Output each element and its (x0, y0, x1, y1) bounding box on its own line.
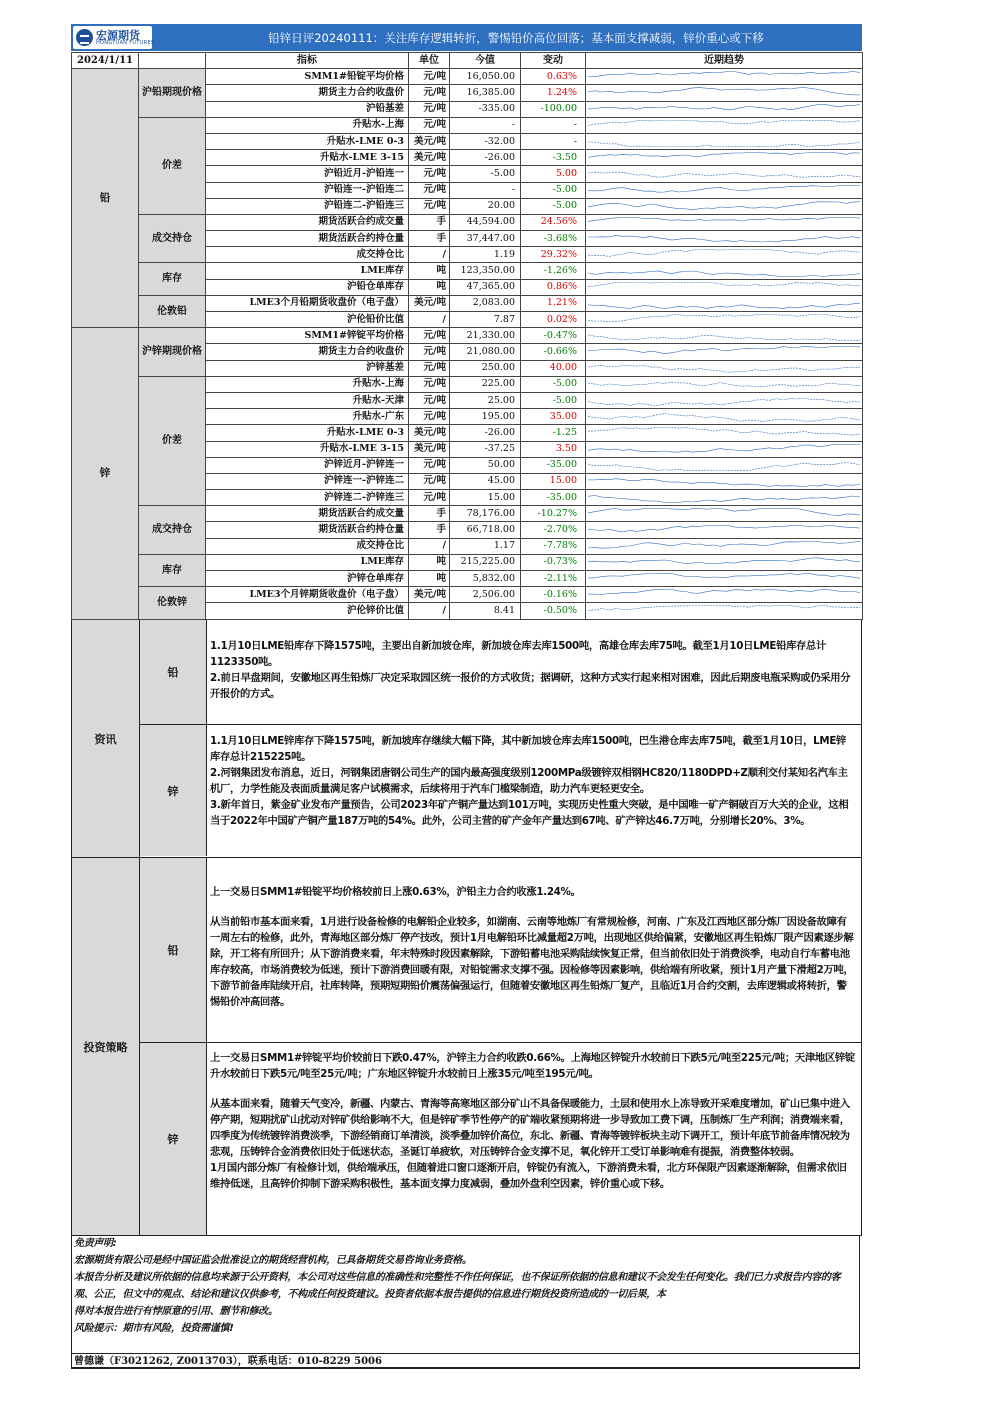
unit-cell: 元/吨 (409, 328, 450, 344)
disclaimer-line: 免责声明: (74, 1238, 117, 1249)
trend-sparkline (588, 70, 860, 83)
trend-cell (586, 214, 863, 230)
unit-cell: / (409, 312, 450, 328)
author-contact: 曾德谦（F3021262, Z0013703），联系电话：010-8229 5006 (71, 1353, 860, 1369)
unit-cell: 美元/吨 (409, 133, 450, 149)
indicator-cell: 升贴水-天津 (206, 392, 409, 408)
indicator-cell: 期货活跃合约成交量 (206, 506, 409, 522)
value-cell: -26.00 (450, 150, 521, 166)
indicator-cell: 沪铅连一-沪铅连二 (206, 182, 409, 198)
trend-cell (586, 603, 863, 619)
unit-cell: 美元/吨 (409, 295, 450, 311)
trend-sparkline (588, 265, 860, 278)
strategy-zinc-label: 锌 (140, 1043, 207, 1235)
indicator-cell: 沪锌仓单库存 (206, 571, 409, 587)
indicator-cell: 期货主力合约收盘价 (206, 85, 409, 101)
change-cell: -35.00 (521, 490, 586, 506)
value-cell: 37,447.00 (450, 231, 521, 247)
indicator-cell: 沪铅仓单库存 (206, 279, 409, 295)
trend-cell (586, 295, 863, 311)
trend-sparkline (588, 394, 860, 407)
indicator-cell: 沪锌基差 (206, 360, 409, 376)
section-label: 成交持仓 (139, 214, 206, 263)
trend-cell (586, 538, 863, 554)
trend-cell (586, 360, 863, 376)
value-cell: -335.00 (450, 101, 521, 117)
change-cell: -0.47% (521, 328, 586, 344)
indicator-cell: 升贴水-LME 0-3 (206, 133, 409, 149)
indicator-cell: 升贴水-广东 (206, 409, 409, 425)
trend-cell (586, 263, 863, 279)
section-label: 价差 (139, 117, 206, 214)
trend-cell (586, 150, 863, 166)
unit-cell: 美元/吨 (409, 587, 450, 603)
value-cell: 1.19 (450, 247, 521, 263)
value-cell: 16,050.00 (450, 69, 521, 85)
news-zinc-item: 3.新年首日，紫金矿业发布产量预告，公司2023年矿产铜产量达到101万吨，实现历史性重大突破，是中国唯一矿产铜破百万大关的企业，这相当于2022年中国矿产铜产量187万吨的54%。此外，公司主营的矿产金年产量达到67吨、矿产锌达46.7万吨，分别增长20%、3%。 (210, 799, 849, 827)
disclaimer-line: 得对本报告进行有悖原意的引用、删节和修改。 (74, 1306, 278, 1317)
trend-cell (586, 473, 863, 489)
strategy-zinc-item: 从基本面来看，随着天气变冷，新疆、内蒙古、青海等高寒地区部分矿山不具备保暖能力，土层和使用水上冻导致开采难度增加，矿山已集中进入停产期，短期扰矿山扰动对锌矿供给影响不大，但是锌矿季节性停产的矿端收紧预期将进一步导致加工费下调，压制炼厂生产利润；消费端来看，四季度为传统镀锌消费淡季，下游经销商订单清淡，淡季叠加锌价高位，东北、新疆、青海等镀锌板块主动下调开工，预计年底节前备库情况较为悲观，压铸锌合金消费依旧处于低迷状态，圣诞订单疲软，对压铸锌合金支撑不足，氧化锌开工受订单影响难有提振，消费整体较弱。 (210, 1098, 850, 1158)
trend-sparkline (588, 248, 860, 261)
disclaimer-line: 本报告分析及建议所依据的信息均来源于公开资料，本公司对这些信息的准确性和完整性不作任何保证，也不保证所依据的信息和建议不会发生任何变化。我们已力求报告内容的客观、公正，但文中的观点、结论和建议仅供参考，不构成任何投资建议。投资者依据本报告提供的信息进行期货投资所造成的一切后果，本 (74, 1272, 841, 1300)
indicator-cell: 沪铅连二-沪铅连三 (206, 198, 409, 214)
strategy-zinc-item: 1月国内部分炼厂有检修计划，供给端承压，但随着进口窗口逐渐开启，锌锭仍有流入，下游消费未看，北方环保限产因素逐渐解除，但需求依旧维持低迷，且高锌价抑制下游采购积极性，基本面支撑力度减弱，叠加外盘利空因素，锌价重心或下移。 (210, 1162, 847, 1190)
change-cell: -10.27% (521, 506, 586, 522)
trend-sparkline (588, 103, 860, 116)
indicator-header: 指标 (206, 53, 409, 69)
unit-cell: / (409, 603, 450, 619)
strategy-lead-item: 从当前铅市基本面来看，1月进行设备检修的电解铅企业较多，如湖南、云南等地炼厂有常规检修，河南、广东及江西地区部分炼厂因设备故障有一周左右的检修，此外，青海地区部分炼厂停产技改，预计1月电解铅环比减量超2万吨，出现地区供给偏紧，安徽地区再生铅炼厂限产因素逐步解除，开工将有所回升；从下游消费来看，年末特殊时段因素解除，下游铅蓄电池采购陆续恢复正常，但当前依旧处于消费淡季，电动自行车蓄电池库存较高，市场消费较为低迷，预计下游消费回暖有限，对铅锭需求支撑不强。因检修等因素影响，供给端有所收紧，预计1月产量下滑超2万吨，下游节前备库陆续开启，社库转降，预期短期铅价震荡偏强运行，但随着安徽地区再生铅炼厂复产，且临近1月合约交割，去库逻辑或将转折，警惕铅价冲高回落。 (210, 916, 854, 1008)
strategy-block (71, 858, 862, 1236)
value-cell: 2,506.00 (450, 587, 521, 603)
indicator-cell: 沪伦锌价比值 (206, 603, 409, 619)
strategy-zinc-item: 上一交易日SMM1#锌锭平均价较前日下跌0.47%，沪锌主力合约收跌0.66%。上海地区锌锭升水较前日下跌5元/吨至225元/吨；天津地区锌锭升水较前日下跌5元/吨至25元/吨；广东地区锌锭升水较前日上涨35元/吨至195元/吨。 (210, 1052, 855, 1080)
change-cell: - (521, 117, 586, 133)
value-cell: 44,594.00 (450, 214, 521, 230)
value-cell: 21,330.00 (450, 328, 521, 344)
section-label: 价差 (139, 376, 206, 506)
indicator-cell: LME库存 (206, 263, 409, 279)
table-row (72, 117, 863, 133)
trend-sparkline (588, 184, 860, 197)
value-cell: 47,365.00 (450, 279, 521, 295)
unit-cell: 元/吨 (409, 69, 450, 85)
trend-sparkline (588, 216, 860, 229)
trend-sparkline (588, 588, 860, 601)
strategy-lead-text (210, 884, 855, 1010)
change-cell: -7.78% (521, 538, 586, 554)
value-cell: 250.00 (450, 360, 521, 376)
unit-cell: 美元/吨 (409, 150, 450, 166)
unit-cell: 吨 (409, 554, 450, 570)
change-cell: 0.86% (521, 279, 586, 295)
unit-header: 单位 (409, 53, 450, 69)
value-cell: -5.00 (450, 166, 521, 182)
unit-cell: 手 (409, 522, 450, 538)
news-zinc-text (210, 733, 855, 829)
trend-cell (586, 441, 863, 457)
trend-cell (586, 166, 863, 182)
unit-cell: 元/吨 (409, 198, 450, 214)
news-label: 资讯 (72, 620, 140, 857)
strategy-lead-label: 铅 (140, 858, 207, 1042)
trend-sparkline (588, 362, 860, 375)
news-lead-text (210, 638, 855, 702)
indicator-cell: 升贴水-LME 3-15 (206, 441, 409, 457)
unit-cell: 元/吨 (409, 344, 450, 360)
change-cell: -5.00 (521, 392, 586, 408)
indicator-cell: LME3个月铅期货收盘价（电子盘） (206, 295, 409, 311)
indicator-cell: 升贴水-LME 0-3 (206, 425, 409, 441)
trend-sparkline (588, 540, 860, 553)
trend-cell (586, 392, 863, 408)
disclaimer-line: 宏源期货有限公司是经中国证监会批准设立的期货经营机构，已具备期货交易咨询业务资格。 (74, 1255, 472, 1266)
indicator-cell: 期货活跃合约成交量 (206, 214, 409, 230)
indicator-cell: 升贴水-LME 3-15 (206, 150, 409, 166)
company-logo (73, 26, 155, 49)
unit-cell: 手 (409, 214, 450, 230)
trend-cell (586, 182, 863, 198)
change-cell: 29.32% (521, 247, 586, 263)
unit-cell: 元/吨 (409, 360, 450, 376)
section-label: 伦敦铅 (139, 295, 206, 327)
change-cell: 15.00 (521, 473, 586, 489)
report-title: 铅锌日评20240111：关注库存逻辑转折，警惕铅价高位回落；基本面支撑减弱，锌价重心或下移 (268, 31, 764, 45)
strategy-zinc-row (140, 1043, 861, 1235)
data-table (71, 52, 863, 620)
unit-cell: 元/吨 (409, 409, 450, 425)
trend-sparkline (588, 151, 860, 164)
group-label: 铅 (72, 69, 139, 328)
unit-cell: 吨 (409, 279, 450, 295)
change-cell: 3.50 (521, 441, 586, 457)
trend-cell (586, 587, 863, 603)
indicator-cell: 沪锌连二-沪锌连三 (206, 490, 409, 506)
trend-sparkline (588, 556, 860, 569)
trend-cell (586, 101, 863, 117)
value-cell: -26.00 (450, 425, 521, 441)
news-block (71, 620, 862, 858)
trend-sparkline (588, 410, 860, 423)
change-cell: -100.00 (521, 101, 586, 117)
disclaimer (71, 1235, 860, 1368)
change-cell: 0.63% (521, 69, 586, 85)
change-cell: -35.00 (521, 457, 586, 473)
change-cell: 1.24% (521, 85, 586, 101)
trend-cell (586, 425, 863, 441)
change-cell: -0.50% (521, 603, 586, 619)
unit-cell: 元/吨 (409, 85, 450, 101)
value-cell: -32.00 (450, 133, 521, 149)
table-row (72, 554, 863, 570)
value-cell: 7.87 (450, 312, 521, 328)
change-cell: -2.70% (521, 522, 586, 538)
report-header (71, 24, 862, 51)
value-cell: 20.00 (450, 198, 521, 214)
change-cell: 0.02% (521, 312, 586, 328)
change-cell: -2.11% (521, 571, 586, 587)
trend-sparkline (588, 345, 860, 358)
value-cell: - (450, 117, 521, 133)
table-row (72, 328, 863, 344)
trend-sparkline (588, 119, 860, 132)
trend-cell (586, 312, 863, 328)
value-cell: 5,832.00 (450, 571, 521, 587)
trend-sparkline (588, 524, 860, 537)
value-cell: 195.00 (450, 409, 521, 425)
change-cell: -0.66% (521, 344, 586, 360)
indicator-cell: 沪伦铅价比值 (206, 312, 409, 328)
trend-cell (586, 133, 863, 149)
news-zinc-row (140, 725, 861, 856)
unit-cell: 吨 (409, 571, 450, 587)
trend-sparkline (588, 297, 860, 310)
table-row (72, 69, 863, 85)
value-cell: 16,385.00 (450, 85, 521, 101)
section-label: 伦敦锌 (139, 587, 206, 619)
change-cell: -1.26% (521, 263, 586, 279)
trend-cell (586, 490, 863, 506)
indicator-cell: 期货活跃合约持仓量 (206, 522, 409, 538)
strategy-zinc-text (210, 1050, 855, 1192)
indicator-cell: 沪锌连一-沪锌连二 (206, 473, 409, 489)
value-cell: 25.00 (450, 392, 521, 408)
trend-cell (586, 571, 863, 587)
change-cell: 40.00 (521, 360, 586, 376)
logo-mark-icon (76, 29, 93, 46)
news-zinc-label: 锌 (140, 725, 207, 856)
trend-sparkline (588, 572, 860, 585)
strategy-label: 投资策略 (72, 858, 140, 1235)
table-row (72, 295, 863, 311)
strategy-lead-row (140, 858, 861, 1043)
trend-sparkline (588, 86, 860, 99)
trend-sparkline (588, 491, 860, 504)
trend-sparkline (588, 378, 860, 391)
section-label: 沪锌期现价格 (139, 328, 206, 377)
section-header (139, 53, 206, 69)
trend-cell (586, 69, 863, 85)
change-cell: -0.73% (521, 554, 586, 570)
value-cell: 123,350.00 (450, 263, 521, 279)
group-label: 锌 (72, 328, 139, 619)
trend-cell (586, 522, 863, 538)
value-cell: 78,176.00 (450, 506, 521, 522)
trend-cell (586, 247, 863, 263)
indicator-cell: 成交持仓比 (206, 247, 409, 263)
trend-cell (586, 85, 863, 101)
change-cell: -5.00 (521, 376, 586, 392)
unit-cell: 元/吨 (409, 117, 450, 133)
trend-sparkline (588, 459, 860, 472)
value-cell: 66,718.00 (450, 522, 521, 538)
value-cell: 50.00 (450, 457, 521, 473)
trend-sparkline (588, 232, 860, 245)
trend-sparkline (588, 507, 860, 520)
change-header: 变动 (521, 53, 586, 69)
unit-cell: 元/吨 (409, 166, 450, 182)
unit-cell: 元/吨 (409, 101, 450, 117)
table-row (72, 506, 863, 522)
value-cell: 1.17 (450, 538, 521, 554)
logo-text-en: HONGYUAN FUTURES (96, 40, 155, 46)
unit-cell: 手 (409, 506, 450, 522)
change-cell: -3.68% (521, 231, 586, 247)
indicator-cell: 升贴水-上海 (206, 376, 409, 392)
trend-sparkline (588, 313, 860, 326)
indicator-cell: 期货主力合约收盘价 (206, 344, 409, 360)
trend-cell (586, 198, 863, 214)
trend-cell (586, 328, 863, 344)
unit-cell: / (409, 538, 450, 554)
unit-cell: 元/吨 (409, 182, 450, 198)
change-cell: 5.00 (521, 166, 586, 182)
change-cell: 1.21% (521, 295, 586, 311)
trend-sparkline (588, 167, 860, 180)
unit-cell: 元/吨 (409, 457, 450, 473)
news-lead-item: 2.前日早盘期间，安徽地区再生铅炼厂决定采取园区统一报价的方式收货；据调研，这种方式实行起来相对困难，因此后期废电瓶采购或仍采用分开报价的方式。 (210, 672, 851, 700)
indicator-cell: 沪铅基差 (206, 101, 409, 117)
unit-cell: 元/吨 (409, 376, 450, 392)
table-row (72, 263, 863, 279)
unit-cell: 元/吨 (409, 473, 450, 489)
change-cell: -3.50 (521, 150, 586, 166)
indicator-cell: 沪铅近月-沪铅连一 (206, 166, 409, 182)
trend-cell (586, 376, 863, 392)
unit-cell: 吨 (409, 263, 450, 279)
strategy-lead-item: 上一交易日SMM1#铅锭平均价格较前日上涨0.63%，沪铅主力合约收涨1.24%。 (210, 886, 581, 898)
value-cell: 21,080.00 (450, 344, 521, 360)
indicator-cell: LME3个月锌期货收盘价（电子盘） (206, 587, 409, 603)
value-cell: 225.00 (450, 376, 521, 392)
section-label: 库存 (139, 554, 206, 586)
news-lead-row (140, 620, 861, 725)
value-cell: 15.00 (450, 490, 521, 506)
value-cell: 215,225.00 (450, 554, 521, 570)
indicator-cell: 期货活跃合约持仓量 (206, 231, 409, 247)
section-label: 成交持仓 (139, 506, 206, 555)
table-row (72, 214, 863, 230)
value-cell: 2,083.00 (450, 295, 521, 311)
date-header: 2024/1/11 (72, 53, 139, 69)
change-cell: - (521, 133, 586, 149)
unit-cell: 元/吨 (409, 490, 450, 506)
news-zinc-item: 2.河钢集团发布消息，近日，河钢集团唐钢公司生产的国内最高强度级别1200MPa级镀锌双相钢HC820/1180DPD+Z顺利交付某知名汽车主机厂，力学性能及表面质量满足客户试模需求，后续将用于汽车门槛梁制造，助力汽车更轻更安全。 (210, 767, 848, 795)
logo-text-cn: 宏源期货 (96, 29, 140, 42)
news-lead-item: 1.1月10日LME铅库存下降1575吨，主要出自新加坡仓库，新加坡仓库去库1500吨，高雄仓库去库75吨。截至1月10日LME铅库存总计1123350吨。 (210, 640, 827, 668)
disclaimer-line: 风险提示：期市有风险，投资需谨慎! (74, 1323, 234, 1334)
indicator-cell: 升贴水-上海 (206, 117, 409, 133)
section-label: 沪铅期现价格 (139, 69, 206, 118)
trend-cell (586, 231, 863, 247)
trend-sparkline (588, 200, 860, 213)
trend-sparkline (588, 426, 860, 439)
table-row (72, 376, 863, 392)
change-cell: -5.00 (521, 182, 586, 198)
unit-cell: 元/吨 (409, 392, 450, 408)
table-header-row (72, 53, 863, 69)
trend-sparkline (588, 329, 860, 342)
indicator-cell: LME库存 (206, 554, 409, 570)
unit-cell: 美元/吨 (409, 441, 450, 457)
trend-sparkline (588, 443, 860, 456)
value-cell: 8.41 (450, 603, 521, 619)
change-cell: -0.16% (521, 587, 586, 603)
value-cell: 45.00 (450, 473, 521, 489)
trend-sparkline (588, 475, 860, 488)
indicator-cell: 沪锌近月-沪锌连一 (206, 457, 409, 473)
unit-cell: / (409, 247, 450, 263)
value-cell: - (450, 182, 521, 198)
trend-cell (586, 506, 863, 522)
change-cell: 35.00 (521, 409, 586, 425)
trend-sparkline (588, 135, 860, 148)
trend-cell (586, 117, 863, 133)
unit-cell: 美元/吨 (409, 425, 450, 441)
change-cell: 24.56% (521, 214, 586, 230)
change-cell: -1.25 (521, 425, 586, 441)
trend-cell (586, 409, 863, 425)
news-zinc-item: 1.1月10日LME锌库存下降1575吨，新加坡库存继续大幅下降，其中新加坡仓库去库1500吨，巴生港仓库去库75吨，截至1月10日，LME锌库存总计215225吨。 (210, 735, 847, 763)
unit-cell: 手 (409, 231, 450, 247)
trend-cell (586, 554, 863, 570)
table-row (72, 587, 863, 603)
indicator-cell: 成交持仓比 (206, 538, 409, 554)
trend-header: 近期趋势 (586, 53, 863, 69)
trend-cell (586, 344, 863, 360)
value-cell: -37.25 (450, 441, 521, 457)
trend-cell (586, 279, 863, 295)
value-header: 今值 (450, 53, 521, 69)
news-lead-label: 铅 (140, 620, 207, 724)
change-cell: -5.00 (521, 198, 586, 214)
indicator-cell: SMM1#锌锭平均价格 (206, 328, 409, 344)
trend-cell (586, 457, 863, 473)
indicator-cell: SMM1#铅锭平均价格 (206, 69, 409, 85)
trend-sparkline (588, 604, 860, 617)
section-label: 库存 (139, 263, 206, 295)
trend-sparkline (588, 281, 860, 294)
